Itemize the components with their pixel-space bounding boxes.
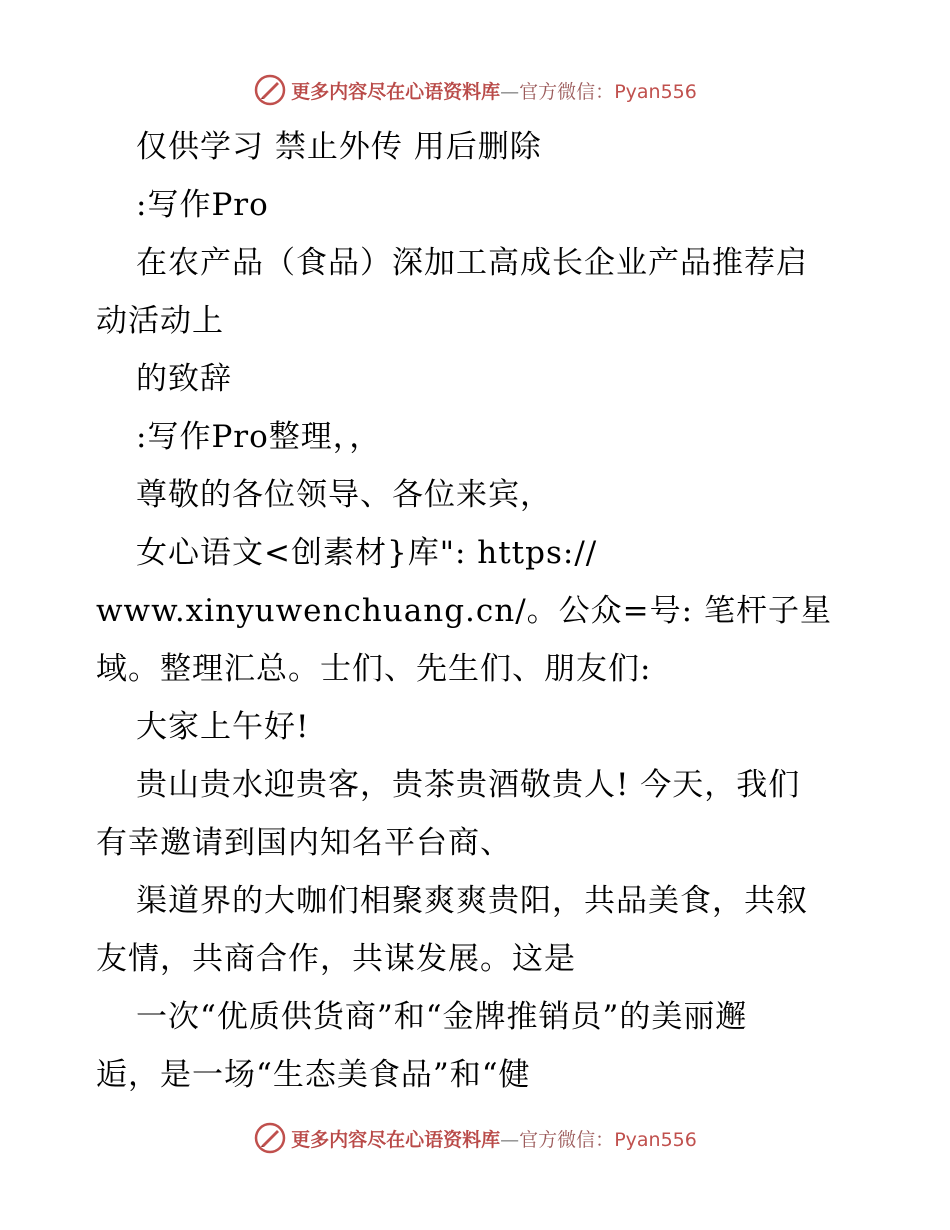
watermark-text	[291, 1125, 697, 1152]
greeting-line: 大家上午好!	[136, 709, 310, 745]
watermark-dash: —	[500, 1128, 520, 1151]
feather-pen-logo-icon	[253, 1121, 287, 1155]
header-watermark	[0, 70, 950, 110]
editor-line: :写作Pro整理，，	[136, 419, 382, 455]
body-line: www.xinyuwenchuang.cn/。公众=号: 笔杆子星	[96, 593, 832, 629]
body-line: 一次“优质供货商”和“金牌推销员”的美丽邂	[136, 999, 748, 1035]
watermark-dash: —	[500, 80, 520, 103]
notice-line: 仅供学习 禁止外传 用后删除	[136, 129, 542, 165]
feather-pen-logo-icon	[253, 73, 287, 107]
watermark-text	[291, 77, 697, 104]
watermark-brand: 更多内容尽在心语资料库	[291, 1128, 501, 1151]
title-line-2: 动活动上	[96, 303, 224, 339]
watermark-account: Pyan556	[614, 1128, 697, 1151]
body-line: 域。整理汇总。士们、先生们、朋友们:	[96, 651, 652, 687]
footer-watermark	[0, 1118, 950, 1158]
document-body	[96, 118, 856, 1104]
salutation-line: 尊敬的各位领导、各位来宾，	[136, 477, 552, 513]
body-line: 友情，共商合作，共谋发展。这是	[96, 941, 576, 977]
body-line: 女心语文<创素材}库": https://	[136, 535, 598, 571]
body-line: 有幸邀请到国内知名平台商、	[96, 825, 512, 861]
title-line-3: 的致辞	[136, 361, 232, 397]
watermark-wechat-label: 官方微信：	[519, 80, 615, 103]
title-line-1: 在农产品（食品）深加工高成长企业产品推荐启	[136, 245, 808, 281]
body-line: 贵山贵水迎贵客，贵茶贵酒敬贵人! 今天，我们	[136, 767, 801, 803]
watermark-wechat-label: 官方微信：	[519, 1128, 615, 1151]
watermark-brand: 更多内容尽在心语资料库	[291, 80, 501, 103]
watermark-account: Pyan556	[614, 80, 697, 103]
body-line: 渠道界的大咖们相聚爽爽贵阳，共品美食，共叙	[136, 883, 808, 919]
author-line: :写作Pro	[136, 187, 269, 223]
body-line: 逅，是一场“生态美食品”和“健	[96, 1057, 531, 1093]
